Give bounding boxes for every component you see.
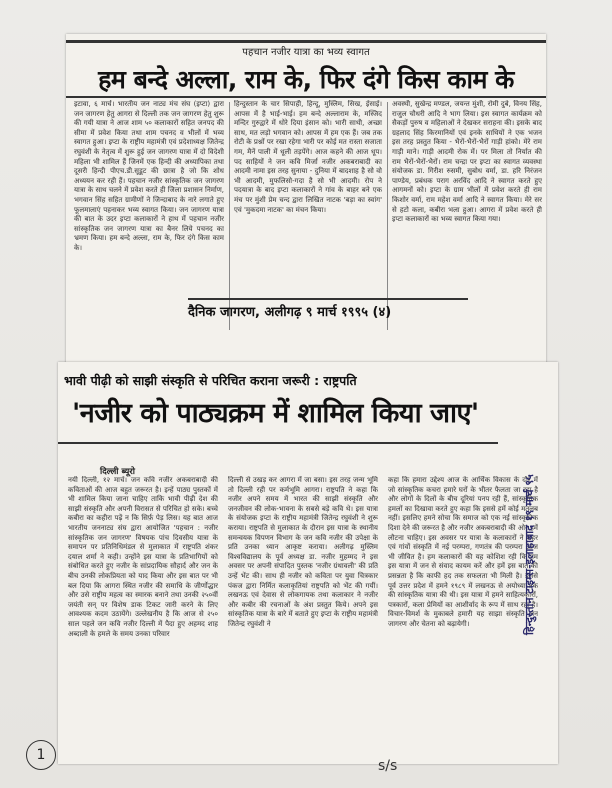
article1-kicker: पहचान नजीर यात्रा का भव्य स्वागत <box>242 47 370 58</box>
article2-column-3 <box>388 476 538 760</box>
signature: s/s <box>378 758 398 774</box>
article2-column-1 <box>68 476 218 760</box>
handwritten-side-note: हिन्दुस्तान टाइम्स-इलाहाबाद १९ मार्च ९५ <box>523 474 536 636</box>
page-number-circle: 1 <box>26 740 56 770</box>
column-divider <box>387 102 388 330</box>
article1-col3-text: अवस्थी, सुखेन्द्र मण्डल, जयन्त मुंशी, रोमी दुबे, विनय सिंह, राजुल चौधरी आदि ने भाग लिया। इस स्वागत कार्यक्रम को सैकड़ों पुरुष व महिलाओं ने देखकर सराहना की। इसके बाद ग्रहलाद सिंह किरमानियों एवं इनके साथियों ने एक भजन इस तरह प्रस्तुत किया - भैरों-भैरों-भैरों गाड़ी हांको। मेरे राम गाड़ी माने। गाड़ी आदमी रोक में। पर मिला तो निर्यात की राम भैरों-भैरों-भैरों। राम चन्द्रा पर इप्टा का स्वागत व्यवस्था संयोजक डा. गिरीश रुसमी, सुबोध वर्मा, डा. हरि निरंजन पाण्डेय, प्रबंधक पराग अरविंद आदि ने स्वागत करते हुए आगमनों को। इप्टा के ग्राम भीलों में प्रवेश करते ही राम किशोर वर्मा, राम महेश वर्मा आदि ने स्वागत किया। मेरे सर से हटो कला, कबीरा भला हुआ। आगरा में प्रवेश करते ही इप्टा कलाकारों का भव्य स्वागत किया गया। <box>392 100 542 224</box>
newspaper-clipping-2 <box>58 362 558 764</box>
headline-rule <box>66 96 546 98</box>
top-rule <box>66 40 546 43</box>
article2-kicker: भावी पीढ़ी को साझी संस्कृति से परिचित कराना जरूरी : राष्ट्रपति <box>64 373 357 388</box>
column-divider <box>229 102 230 330</box>
article2-column-2 <box>228 476 378 760</box>
article2-col2-text: दिल्ली से उखड़ कर आगरा में जा बसा। इस तरह जन्म भूमि तो दिल्ली रही पर कर्मभूमि आगरा। राष्ट्रपति ने कहा कि नजीर अपने समय में भारत की साझी संस्कृति और जनजीवन की लोक-भावना के सबसे बड़े कवि थे। इस यात्रा के संयोजक इप्टा के राष्ट्रीय महामंत्री जितेन्द्र रघुवंशी ने शुरू कराया। राष्ट्रपति से मुलाकात के दौरान इस यात्रा के स्थानीय समन्वयक विपणन विभाग के जन कवि नजीर की उपेक्षा के प्रति उनका ध्यान आकृष्ट कराया। अलीगढ़ मुस्लिम विश्वविद्यालय के पूर्व अध्यक्ष डा. नजीर मुहम्मद ने इस अवसर पर अपनी संपादित पुस्तक 'नजीर ग्रंथावली' की प्रति उन्हें भेंट की। साथ ही नजीर को कविता पर युवा चित्रकार पंकज द्वारा निर्मित कलाकृतियां राष्ट्रपति को भेंट की गयीं। लखनऊ एवं देवास से लोकगायक तथा कलाकार ने नजीर और कबीर की रचनाओं के अंश प्रस्तुत किये। अपने इस सांस्कृतिक यात्रा के बारे में बताते हुए इप्टा के राष्ट्रीय महामंत्री जितेन्द्र रघुवंशी ने <box>228 476 378 628</box>
article1-dateline: दैनिक जागरण, अलीगढ़ ९ मार्च १९९५ (४) <box>188 298 468 320</box>
article1-col1-text: इटावा, ६ मार्च। भारतीय जन नाट्य मंच संघ (इप्टा) द्वारा जन जागरण हेतु आगरा से दिल्ली तक जन जागरण हेतु शुरू की गयी यात्रा ने आज शाम ५० कलाकारों सहित जनपद की सीमा में प्रवेश किया तथा शाम पचनद व भीलों में भव्य स्वागत हुआ। इप्टा के राष्ट्रीय महामंत्री एवं प्रदेशाध्यक्ष जितेन्द्र रघुवंशी के नेतृत्व में शुरू हुई जन जागरण यात्रा में दो विदेशी महिला भी शामिल हैं जिनमें एक हिन्दी की अध्यापिका तथा दूसरी हिन्दी पीएच.डी.सूडूट की छात्रा है जो कि शोध अध्ययन कर रही हैं। पहचान नजीर सांस्कृतिक जन जागरण यात्रा के साथ चलने में प्रवेश करते ही जिला प्रशासन निर्माण, भगवान सिंह सहित ग्रामीणों ने जिन्दाबाद के नारे लगाते हुए फूलमालाएं पहनाकर भव्य स्वागत किया। जन जागरण यात्रा की बात के उदर इप्टा कलाकारों ने हाथ में पहचान नजीर सांस्कृतिक जन जागरण यात्रा का बैनर लिये पचनद का भ्रमण किया। हम बन्दे अल्ला, राम के, फिर दंगे किस काम के। <box>74 100 224 252</box>
article2-headline: 'नजीर को पाठ्यक्रम में शामिल किया जाए' <box>72 398 479 429</box>
headline-rule <box>58 442 498 444</box>
article1-col2-text: हिन्दुस्तान के चार सिपाही, हिन्दू, मुस्लिम, सिख, ईसाई। आपस में है भाई-भाई। हम बन्दे अल्लाराम के, मस्जिद मन्दिर गुरुद्वारे में धोरे दिया इंसान को। भारी साथी, अच्छा साथ, मत लड़ो भगवान को। आपस में हम एक हैं। जब तक रोटी के प्रश्नों पर रखा रहेगा भारी पर कोई मत रास्ता सजाता गम, मैनें पाली में धूली तड़पेंगे। आज कहने की आज धूप। पद साहियों ने जन कवि मिर्जा नजीर अकबराबादी का आदमी नामा इस तरह सुनाया - दुनिया में बादशाह है सो वो भी आदमी, मुफलिसो-गदा है सो भी आदमी। रोप ने पदयात्रा के बाद इप्टा कलाकारों ने गांव के बाहर बने एक मंच पर मुंशी प्रेम चन्द द्वारा लिखित नाटक 'बड़ा का स्वांग' एवं 'मुकदमा नाटक' का मंचन किया। <box>234 100 382 214</box>
article2-columns <box>68 476 538 760</box>
article2-byline: दिल्ली ब्यूरो <box>100 467 135 477</box>
article2-col1-text: नयी दिल्ली, १२ मार्च। जन कवि नजीर अकबराबादी की कविताओं की आज बहुत जरूरत है। इन्हें पाठ्य पुस्तकों में भी शामिल किया जाना चाहिए ताकि भावी पीढ़ी देश की साझी संस्कृति और अपनी विरासत से परिचित हो सके। बच्चे कबीरा का कहीरा पढ़ें न कि सिर्फ़ पेड़ लिस। यह बात आज भारतीय जननाट्य संघ द्वारा आयोजित 'पहचान : नजीर सांस्कृतिक जन जागरण' विषयक पांच दिवसीय यात्रा के समापन पर प्रतिनिधिमंडल से मुलाकात में राष्ट्रपति शंकर दयाल शर्मा ने कही। उन्होंने इस यात्रा के प्रतिभागियों को संबोधित करते हुए नजीर के सांप्रदायिक सौहार्द और जन के बीच उनकी लोकप्रियता को याद किया और इस बात पर भी बल दिया कि आगरा स्थित नजीर की समाधि के जीर्णोद्धार और उसे राष्ट्रीय महत्व का स्मारक बनाने तथा उनकी २५०वीं जयंती सन् पर विशेष डाक टिकट जारी करने के लिए आवश्यक कदम उठायेंगे। उल्लेखनीय है कि आज से २५० साल पहले जन कवि नजीर दिल्ली में पैदा हुए अहमद शाह अब्दाली के हमले के समय उनका परिवार <box>68 476 218 638</box>
article1-headline: हम बन्दे अल्ला, राम के, फिर दंगे किस काम के <box>98 65 514 94</box>
article2-col3-text: कहा कि हमारा उद्देश्य आज के आर्थिक विकास के दौर में जो सांस्कृतिक कचरा हमारे घरों के भीतर फैलता जा रहा है और लोगों के दिलों के बीच दूरियां पनप रही हैं, सांस्कृतिक हमलों का दिखावा करते हुए कहा कि इससे हमें कोई मतलब नहीं। इसलिए हमने सोचा कि समाज को एक नई सांस्कृतिक दिशा देने की जरूरत है और नजीर अकबराबादी की ओर हमें लौटना चाहिए। इस अवसर पर यात्रा के कलाकारों ने शहर एवं गांवों संस्कृति में नई परम्परा, गणतंत्र की परम्परा आज भी जीवित है। हम कलाकारों की यह कोशिश रही कि हम इस यात्रा में जन से संवाद कायम करें और हमें इस बात की प्रसन्नता है कि काफी हद तक सफलता भी मिली है। इससे पूर्व उत्तर प्रदेश में हमने १९८९ में लखनऊ से अयोध्या तक की सांस्कृतिक यात्रा की थी। इस यात्रा में हमने साहित्यकारों, पत्रकारों, कला प्रेमियों का आशीर्वाद के रूप में साथ रहा है। विचार-विमर्श के मुकाबले हमारी यह साझा संस्कृति जन जागरण और चेतना को बढ़ायेगी। <box>388 476 538 628</box>
